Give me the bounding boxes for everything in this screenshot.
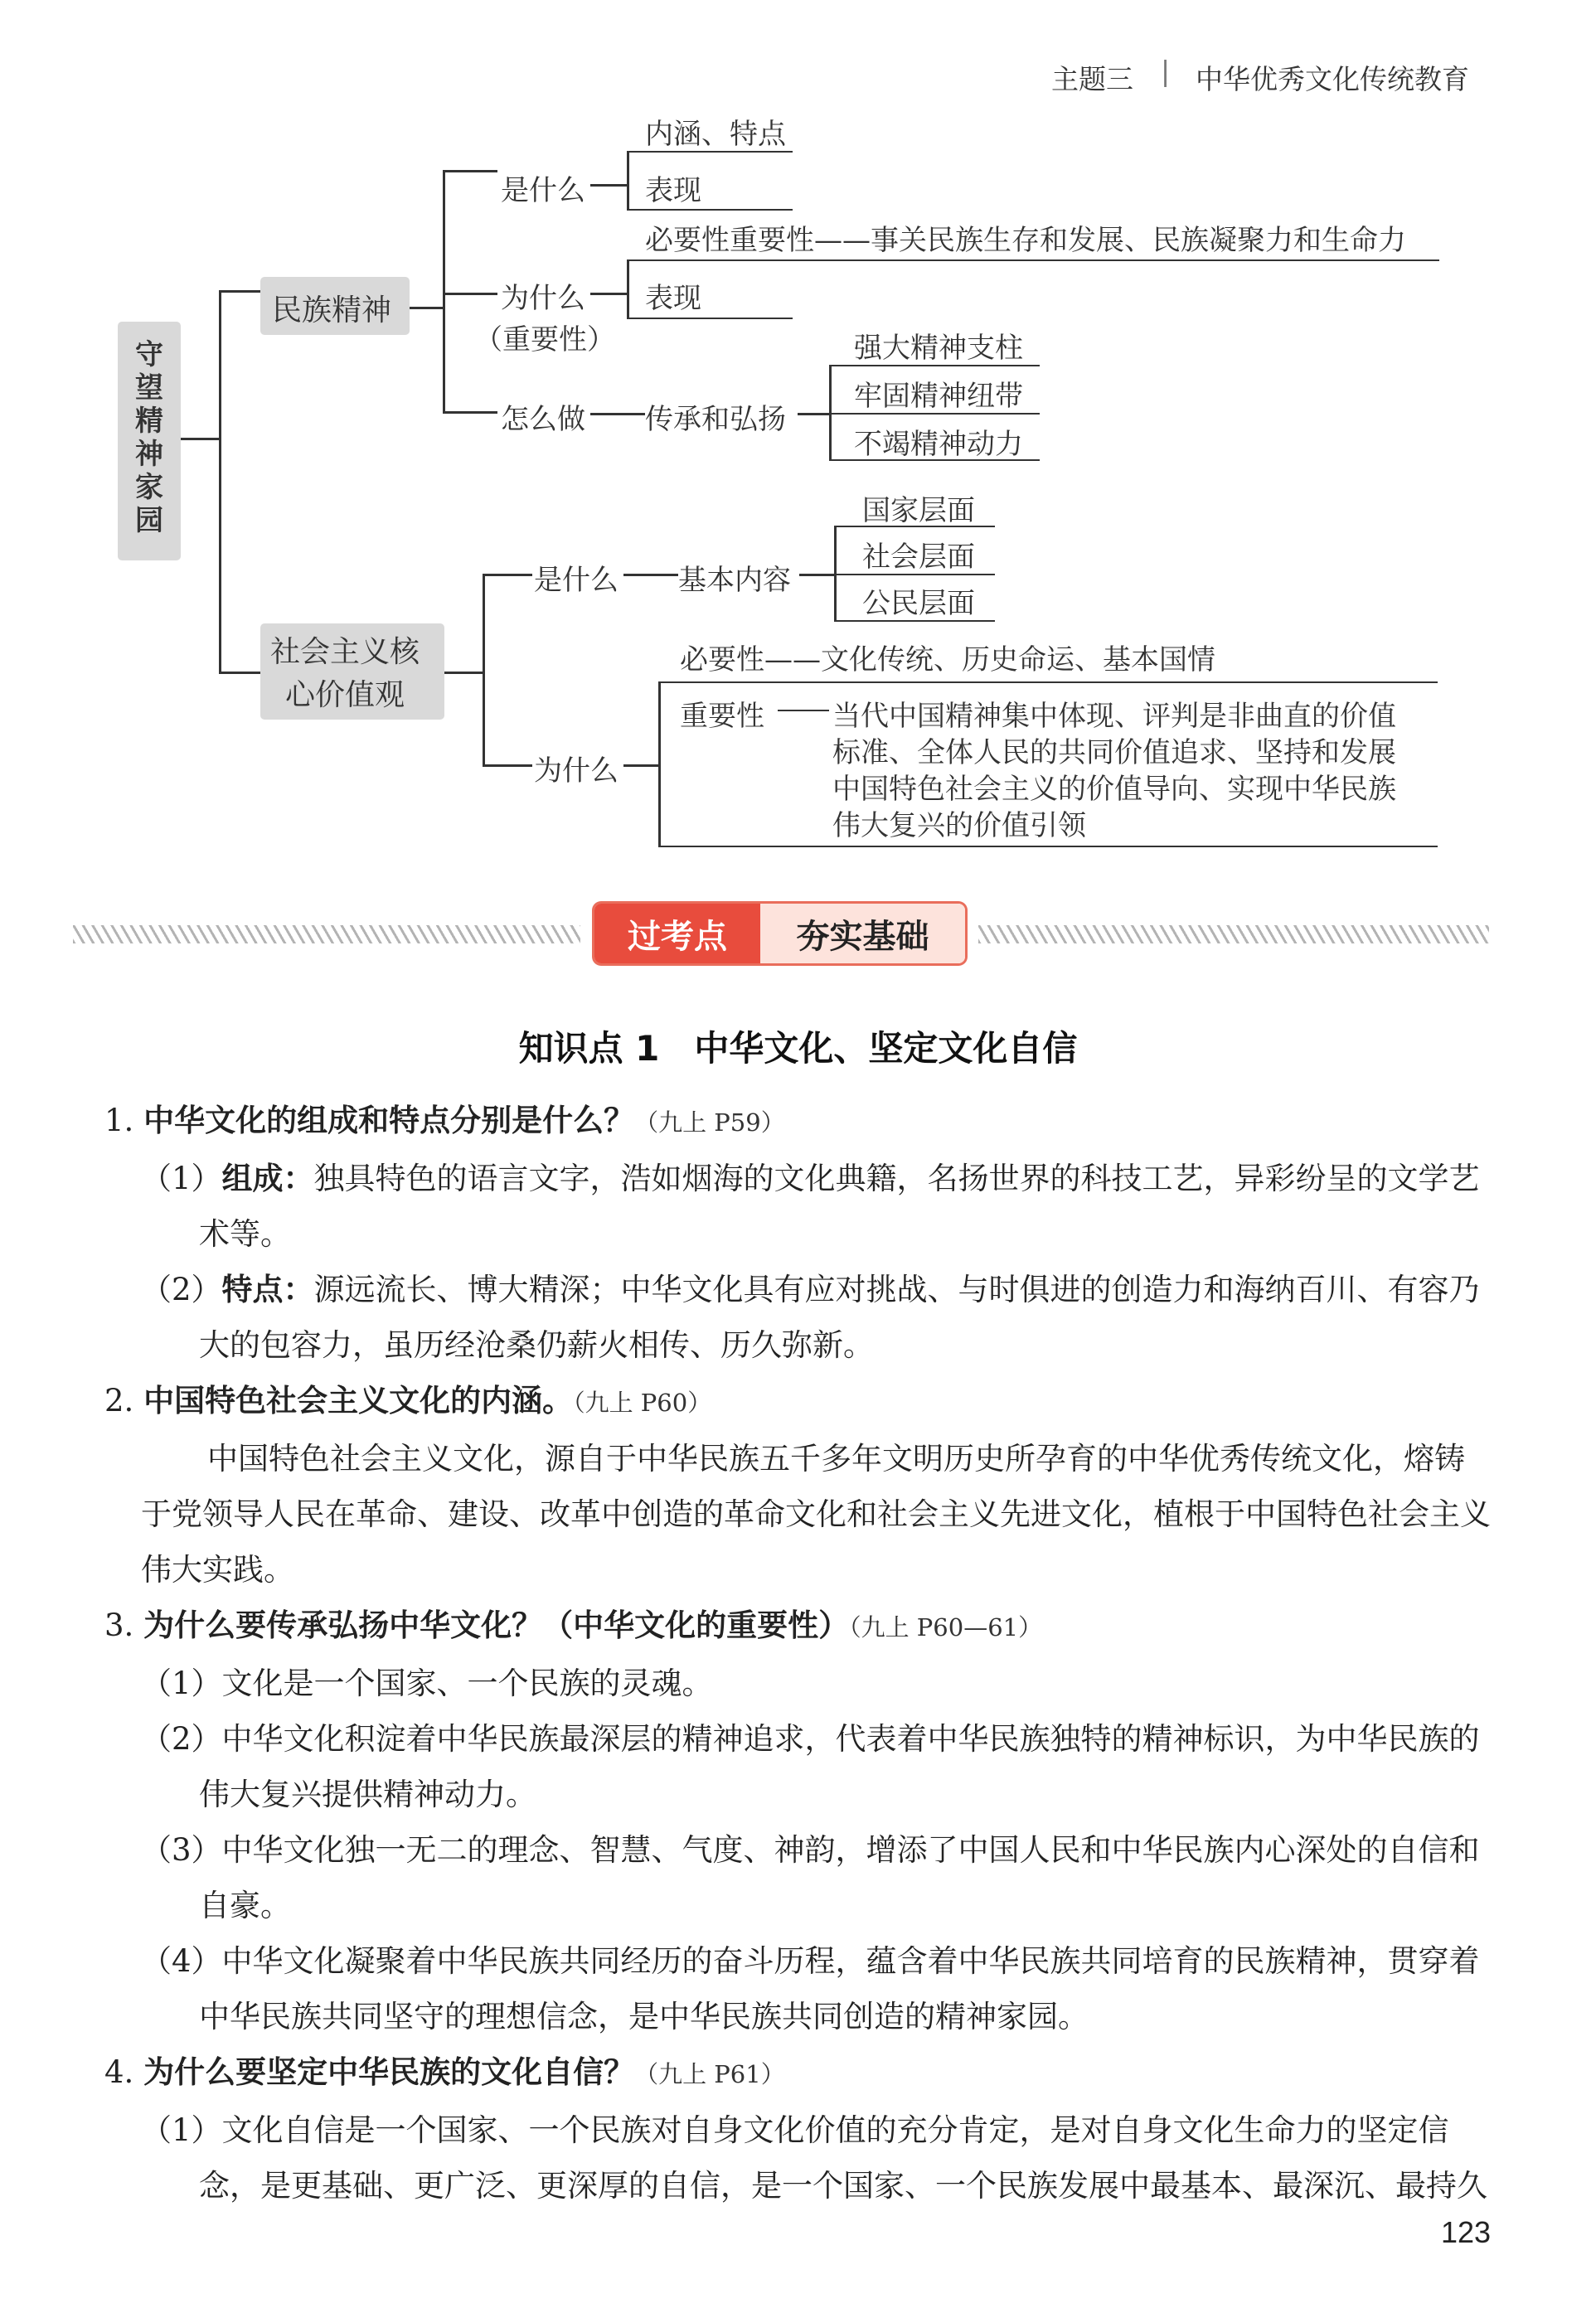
branch1-how-item-1: 强大精神支柱 <box>854 332 1023 365</box>
branch1-how: 怎么做 <box>501 403 585 436</box>
question-3-item-3: （3）中华文化独一无二的理念、智慧、气度、神韵，增添了中国人民和中华民族内心深处的自信和自豪。 <box>141 1832 1480 1923</box>
branch2-importance-line-4: 伟大复兴的价值引领 <box>832 809 1086 842</box>
header-title: 中华优秀文化传统教育 <box>1196 63 1469 95</box>
branch2-what-item-3: 公民层面 <box>862 587 975 620</box>
content <box>104 1093 1491 2214</box>
question-2: 2. 中国特色社会主义文化的内涵。（九上 P60） <box>104 1383 712 1418</box>
question-1-title: 中华文化的组成和特点分别是什么？ <box>143 1103 635 1138</box>
branch1-what: 是什么 <box>501 174 585 207</box>
question-1: 1. 中华文化的组成和特点分别是什么？（九上 P59） <box>104 1103 785 1138</box>
question-3-title: 为什么要传承弘扬中华文化？（中华文化的重要性） <box>143 1607 850 1643</box>
page-number: 123 <box>1441 2215 1492 2249</box>
branch2-necessity: 必要性——文化传统、历史命运、基本国情 <box>680 643 1215 676</box>
question-4-title: 为什么要坚定中华民族的文化自信？ <box>143 2054 635 2090</box>
question-4: 4. 为什么要坚定中华民族的文化自信？（九上 P61） <box>104 2054 785 2090</box>
header-separator: | <box>1161 55 1171 87</box>
branch1-why: 为什么 <box>501 282 585 315</box>
branch1-why-sub: （重要性） <box>474 323 615 356</box>
branch2-what-mid: 基本内容 <box>678 564 791 597</box>
mindmap-branch2-label-line2: 心价值观 <box>285 678 405 712</box>
question-3: 3. 为什么要传承弘扬中华文化？（中华文化的重要性）（九上 P60—61） <box>104 1607 1043 1643</box>
banner-left: 过考点 <box>594 904 760 963</box>
branch1-what-item-1: 内涵、特点 <box>645 118 786 151</box>
question-3-item-2: （2）中华文化积淀着中华民族最深层的精神追求，代表着中华民族独特的精神标识，为中华民族的伟大复兴提供精神动力。 <box>141 1721 1480 1812</box>
banner-stripe-right <box>978 925 1489 943</box>
question-1-ref: （九上 P59） <box>634 1108 785 1137</box>
branch2-importance-line-2: 标准、全体人民的共同价值追求、坚持和发展 <box>832 736 1396 769</box>
branch2-why: 为什么 <box>534 754 619 788</box>
branch1-how-item-3: 不竭精神动力 <box>854 428 1023 461</box>
question-1-item-2: （2）特点：源远流长、博大精深；中华文化具有应对挑战、与时俱进的创造力和海纳百川、有容乃大的包容力，虽历经沧桑仍薪火相传、历久弥新。 <box>141 1272 1480 1363</box>
section-banner <box>594 904 965 963</box>
header-theme: 主题三 <box>1051 63 1133 95</box>
question-4-item-1: （1）文化自信是一个国家、一个民族对自身文化价值的充分肯定，是对自身文化生命力的坚定信念，是更基础、更广泛、更深厚的自信，是一个国家、一个民族发展中最基本、最深沉、最持久 <box>141 2112 1487 2204</box>
mindmap-root-label: 守望精神家园 <box>135 338 163 537</box>
question-2-title: 中国特色社会主义文化的内涵。 <box>143 1383 574 1418</box>
question-3-item-1: （1）文化是一个国家、一个民族的灵魂。 <box>141 1666 713 1701</box>
question-4-ref: （九上 P61） <box>634 2060 785 2088</box>
branch1-what-item-2: 表现 <box>645 174 701 207</box>
mindmap-branch2-label-line1: 社会主义核 <box>270 635 420 669</box>
branch2-importance-line-3: 中国特色社会主义的价值导向、实现中华民族 <box>832 773 1396 806</box>
branch2-what-item-2: 社会层面 <box>862 541 975 574</box>
question-2-ref: （九上 P60） <box>573 1389 712 1417</box>
branch2-what-item-1: 国家层面 <box>862 494 975 527</box>
branch2-importance-line-1: 当代中国精神集中体现、评判是非曲直的价值 <box>832 700 1396 733</box>
question-3-item-4: （4）中华文化凝聚着中华民族共同经历的奋斗历程，蕴含着中华民族共同培育的民族精神，贯穿着中华民族共同坚守的理想信念，是中华民族共同创造的精神家园。 <box>141 1943 1480 2034</box>
branch1-why-necessity: 必要性重要性——事关民族生存和发展、民族凝聚力和生命力 <box>645 224 1406 257</box>
branch2-importance-label: 重要性 <box>680 700 764 733</box>
banner-stripe-left <box>73 925 580 943</box>
mindmap-branch1-label: 民族精神 <box>272 293 392 327</box>
branch1-how-item-2: 牢固精神纽带 <box>854 380 1023 413</box>
branch2-what: 是什么 <box>534 564 619 597</box>
branch1-why-item: 表现 <box>645 282 701 315</box>
banner-right: 夯实基础 <box>760 904 965 963</box>
knowledge-point-title: 知识点 1 中华文化、坚定文化自信 <box>518 1028 1078 1069</box>
question-2-paragraph: 中国特色社会主义文化，源自于中华民族五千多年文明历史所孕育的中华优秀传统文化，熔铸于党领导人民在革命、建设、改革中创造的革命文化和社会主义先进文化，植根于中国特色社会主义伟大实践。 <box>141 1441 1491 1588</box>
question-1-item-1: （1）组成：独具特色的语言文字，浩如烟海的文化典籍，名扬世界的科技工艺，异彩纷呈的文学艺术等。 <box>141 1161 1480 1252</box>
branch1-how-mid: 传承和弘扬 <box>645 403 786 436</box>
question-3-ref: （九上 P60—61） <box>849 1613 1043 1641</box>
